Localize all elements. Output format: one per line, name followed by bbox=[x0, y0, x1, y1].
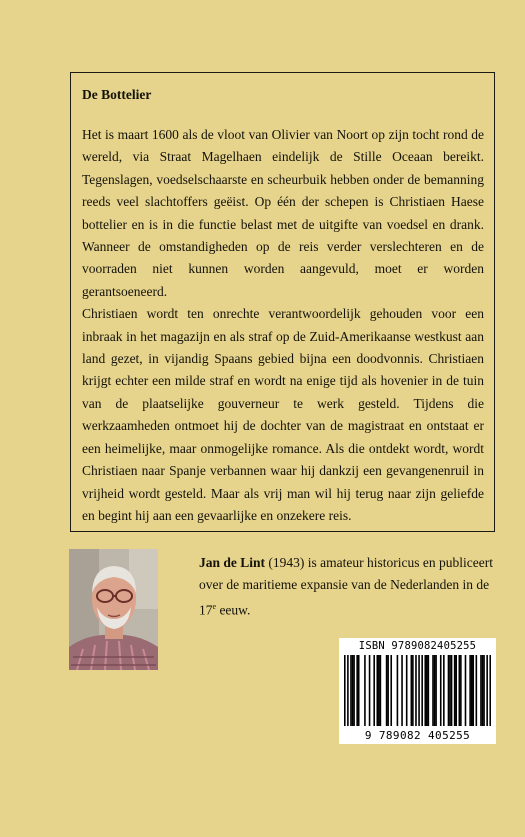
isbn-label: ISBN 9789082405255 bbox=[358, 640, 477, 652]
barcode-bar bbox=[353, 655, 355, 726]
barcode-bar bbox=[352, 655, 354, 726]
barcode-bar bbox=[435, 655, 437, 726]
barcode-bar bbox=[480, 655, 482, 726]
barcode-bar bbox=[347, 655, 349, 726]
barcode-bar bbox=[411, 655, 413, 726]
author-photo bbox=[69, 549, 158, 670]
synopsis-box bbox=[70, 72, 495, 532]
barcode-bar bbox=[390, 655, 392, 726]
barcode-bar bbox=[386, 655, 388, 726]
barcode-bar bbox=[489, 655, 491, 726]
barcode-bar bbox=[418, 655, 420, 726]
barcode-bars bbox=[344, 655, 491, 726]
barcode-bar bbox=[469, 655, 471, 726]
barcode-bar bbox=[421, 655, 423, 726]
barcode-bar bbox=[428, 655, 430, 726]
barcode-bar bbox=[426, 655, 428, 726]
synopsis-paragraph-1: Het is maart 1600 als de vloot van Olivier van Noort op zijn tocht rond de wereld, via Straat Magelhaen eindelijk de Stille Oceaan bereikt. Tegenslagen, voedselschaarste en scheurbuik hebben onder de bemanning reeds veel slachtoffers geëist. Op één der schepen is Christiaen Haese bottelier en is in die functie belast met de uitgifte van voedsel en drank. Wanneer de omstandigheden op de reis verder verslechteren en de voorraden niet kunnen worden aangevuld, moet er worden gerantsoeneerd. bbox=[82, 127, 484, 299]
synopsis-paragraph-2: Christiaen wordt ten onrechte verantwoordelijk gehouden voor een inbraak in het magazijn en als straf op de Zuid-Amerikaanse westkust aan land gezet, in vijandig Spaans gebied bijna een doodvonnis. Christiaen krijgt echter een milde straf en wordt na enige tijd als hovenier in de tuin van de plaatselijke gouverneur te werk gesteld. Tijdens die werkzaamheden ontmoet hij de dochter van de magistraat en ontstaat er een heimelijke, maar onmogelijke romance. Als die ontdekt wordt, wordt Christiaen naar Spanje verbannen waar hij dankzij een gevangenenruil in vrijheid wordt gesteld. Maar als vrij man wil hij terug naar zijn geliefde en begint hij aan een gevaarlijke en onzekere reis. bbox=[82, 306, 484, 523]
barcode-bar bbox=[401, 655, 403, 726]
author-bio-end: eeuw. bbox=[216, 602, 251, 618]
barcode-bar bbox=[476, 655, 478, 726]
author-bio bbox=[199, 552, 499, 622]
barcode-bar bbox=[424, 655, 426, 726]
barcode-bar bbox=[344, 655, 346, 726]
barcode-bar bbox=[472, 655, 474, 726]
barcode-bar bbox=[373, 655, 375, 726]
isbn-barcode bbox=[339, 638, 496, 744]
barcode-bar bbox=[406, 655, 408, 726]
barcode-bar bbox=[380, 655, 382, 726]
barcode-bar bbox=[364, 655, 366, 726]
barcode-bar bbox=[415, 655, 417, 726]
barcode-bar bbox=[432, 655, 434, 726]
barcode-bar bbox=[482, 655, 484, 726]
author-name: Jan de Lint bbox=[199, 555, 266, 570]
barcode-bar bbox=[440, 655, 442, 726]
barcode-bar bbox=[443, 655, 445, 726]
barcode-bar bbox=[455, 655, 457, 726]
barcode-bar bbox=[412, 655, 414, 726]
barcode-bar bbox=[448, 655, 450, 726]
barcode-bar bbox=[350, 655, 352, 726]
barcode-bar bbox=[483, 655, 485, 726]
barcode-bar bbox=[387, 655, 389, 726]
barcode-bar bbox=[451, 655, 453, 726]
author-bio-text: (1943) is amateur historicus en publiceert over de maritieme expansie van de Nederlanden in de 17 bbox=[199, 555, 493, 618]
barcode-bar bbox=[378, 655, 380, 726]
author-bio-superscript: e bbox=[212, 602, 217, 611]
barcode-bar bbox=[471, 655, 473, 726]
barcode-bar bbox=[465, 655, 467, 726]
barcode-bar bbox=[358, 655, 360, 726]
barcode-bar bbox=[356, 655, 358, 726]
barcode-digits: 9 789082 405255 bbox=[364, 729, 471, 742]
barcode-bar bbox=[397, 655, 399, 726]
barcode-bar bbox=[460, 655, 462, 726]
barcode-bar bbox=[369, 655, 371, 726]
barcode-bar bbox=[486, 655, 488, 726]
barcode-bar bbox=[376, 655, 378, 726]
barcode-bar bbox=[454, 655, 456, 726]
barcode-bar bbox=[459, 655, 461, 726]
book-title: De Bottelier bbox=[82, 87, 152, 102]
barcode-bar bbox=[449, 655, 451, 726]
barcode-bar bbox=[434, 655, 436, 726]
